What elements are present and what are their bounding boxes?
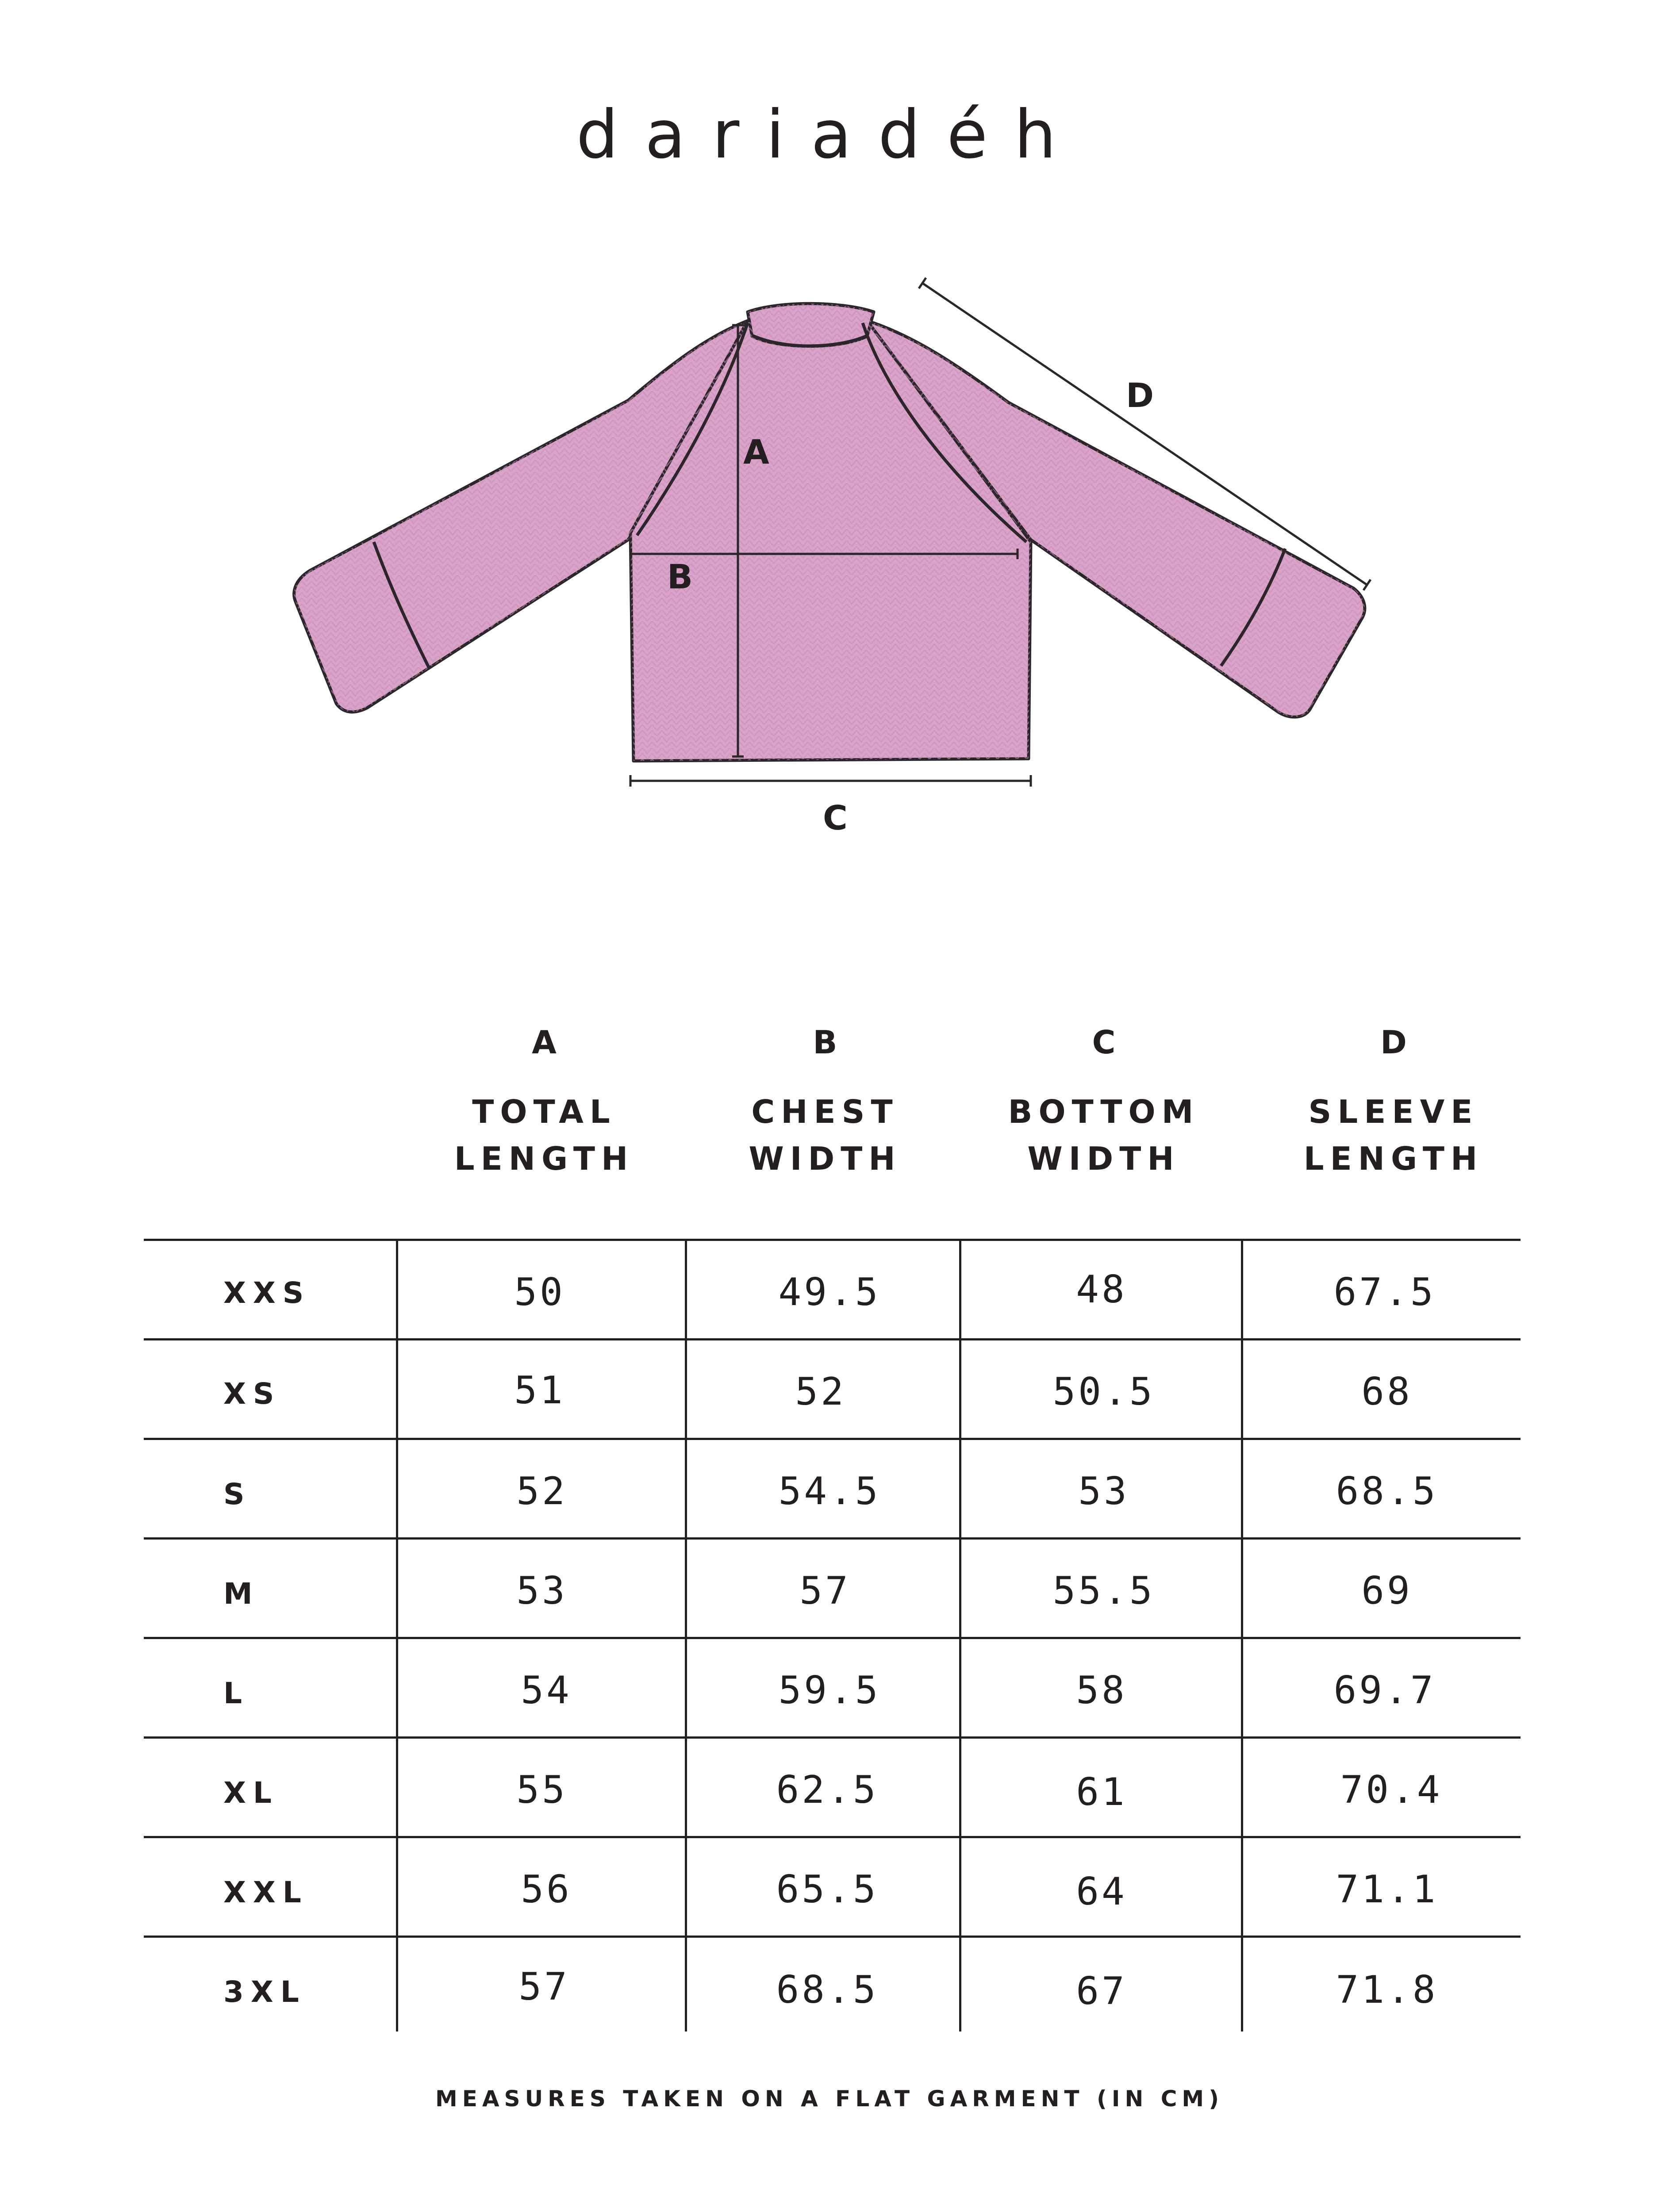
value-chest-width: 59.5 [778, 1668, 881, 1713]
column-title: SLEEVE LENGTH [1303, 1093, 1484, 1177]
column-divider [959, 1240, 961, 2032]
value-chest-width: 57 [799, 1569, 851, 1613]
footnote: MEASURES TAKEN ON A FLAT GARMENT (IN CM) [435, 2086, 1224, 2112]
column-title: CHEST WIDTH [749, 1093, 902, 1177]
table-rule [144, 1438, 1521, 1440]
table-rule [144, 1736, 1521, 1739]
column-letter: D [1380, 1024, 1407, 1061]
value-total-length: 52 [516, 1469, 568, 1513]
column-divider [685, 1240, 687, 2032]
value-bottom-width: 58 [1076, 1668, 1127, 1713]
column-letter: B [813, 1024, 837, 1061]
table-rule [144, 1936, 1521, 1938]
value-chest-width: 52 [795, 1370, 846, 1414]
table-rule [144, 1239, 1521, 1241]
table-rule [144, 1836, 1521, 1838]
value-sleeve-length: 69.7 [1333, 1668, 1436, 1713]
value-total-length: 53 [516, 1569, 568, 1613]
size-label: L [223, 1676, 250, 1710]
size-label: S [223, 1477, 252, 1511]
value-chest-width: 54.5 [778, 1469, 881, 1513]
value-sleeve-length: 70.4 [1340, 1768, 1443, 1812]
column-letter: C [1092, 1024, 1116, 1061]
value-total-length: 56 [521, 1867, 572, 1912]
size-label: XS [223, 1377, 281, 1411]
value-bottom-width: 50.5 [1052, 1370, 1155, 1414]
value-chest-width: 68.5 [776, 1968, 879, 2012]
value-sleeve-length: 69 [1361, 1569, 1413, 1613]
value-bottom-width: 64 [1076, 1870, 1127, 1914]
value-bottom-width: 53 [1078, 1469, 1129, 1513]
value-sleeve-length: 67.5 [1333, 1270, 1436, 1314]
sweater-diagram [0, 248, 1659, 876]
value-chest-width: 65.5 [776, 1867, 879, 1912]
size-label: M [223, 1577, 260, 1611]
column-divider [396, 1240, 398, 2032]
value-bottom-width: 67 [1076, 1969, 1127, 2013]
value-sleeve-length: 71.8 [1336, 1968, 1438, 2012]
brand-logo: dariadéh [576, 96, 1083, 173]
value-total-length: 50 [514, 1270, 565, 1314]
size-label: 3XL [223, 1975, 306, 2009]
table-rule [144, 1537, 1521, 1540]
label-c: C [823, 798, 848, 837]
value-total-length: 55 [516, 1768, 568, 1812]
column-divider [1241, 1240, 1243, 2032]
value-sleeve-length: 68.5 [1336, 1469, 1438, 1513]
size-label: XXL [223, 1875, 308, 1909]
column-header-c [980, 1026, 1228, 1182]
value-total-length: 54 [521, 1668, 572, 1713]
label-a: A [743, 432, 769, 472]
table-rule [144, 1338, 1521, 1340]
value-sleeve-length: 68 [1361, 1370, 1413, 1414]
value-bottom-width: 48 [1076, 1267, 1127, 1312]
table-rule [144, 1637, 1521, 1639]
knit-overlay [294, 303, 1365, 761]
value-sleeve-length: 71.1 [1336, 1867, 1438, 1912]
label-d: D [1126, 376, 1154, 415]
value-chest-width: 49.5 [778, 1270, 881, 1314]
column-header-a [420, 1026, 668, 1182]
value-bottom-width: 55.5 [1052, 1569, 1155, 1613]
column-header-b [701, 1026, 949, 1182]
size-label: XL [223, 1776, 279, 1810]
label-b: B [667, 557, 693, 596]
column-title: BOTTOM WIDTH [1008, 1093, 1200, 1177]
size-label: XXS [223, 1276, 311, 1310]
value-chest-width: 62.5 [776, 1768, 879, 1812]
value-bottom-width: 61 [1076, 1770, 1127, 1814]
column-title: TOTAL LENGTH [454, 1093, 634, 1177]
value-total-length: 51 [514, 1368, 565, 1413]
d-line-top-cap [919, 278, 926, 288]
column-letter: A [532, 1024, 557, 1061]
d-line-bottom-cap [1363, 580, 1371, 590]
value-total-length: 57 [518, 1965, 570, 2009]
column-header-d [1270, 1026, 1517, 1182]
